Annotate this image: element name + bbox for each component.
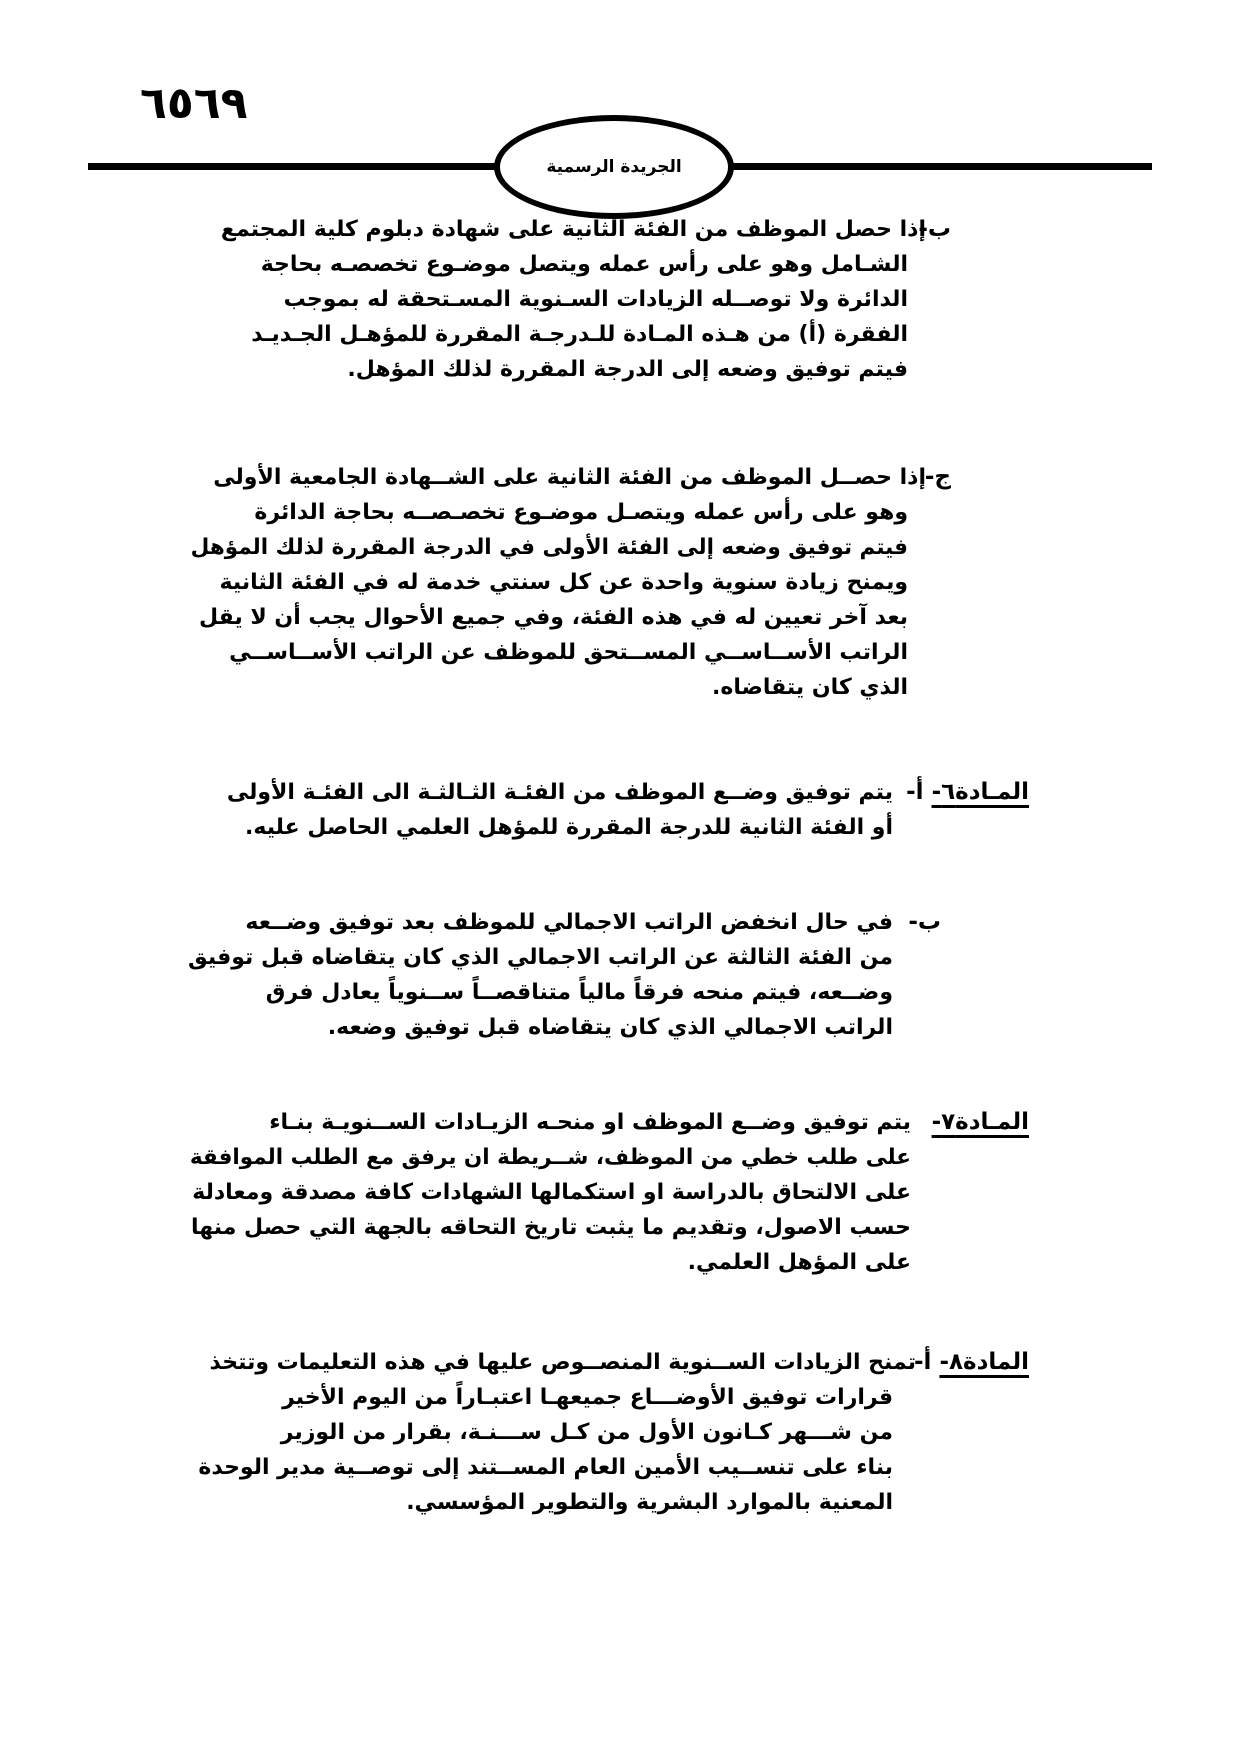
article-6-text-cont [181, 810, 893, 845]
clause-j-text-cont [181, 495, 908, 705]
text-line: بناء على تنســيب الأمين العام المســتند إلى توصــية مدير الوحدة [198, 1455, 893, 1480]
article-6-text [181, 775, 893, 810]
clause-letter: أ- [913, 1349, 932, 1375]
header-rule-right [726, 163, 1152, 170]
text-line: ويمنح زيادة سنوية واحدة عن كل سنتي خدمة له في الفئة الثانية [219, 570, 908, 595]
article-8-text [181, 1345, 916, 1380]
clause-letter: ج- [924, 464, 951, 490]
gazette-title: الجريدة الرسمية [546, 157, 682, 177]
article-6b-text [181, 905, 893, 1045]
text-line: تمنح الزيادات الســنوية المنصــوص عليها في هذه التعليمات وتتخذ [209, 1350, 916, 1375]
text-line: يتم توفيق وضــع الموظف او منحـه الزيـادات الســنويـة بنـاء [269, 1110, 911, 1135]
clause-b-text [181, 212, 926, 247]
article-6-heading [906, 775, 1029, 810]
text-line: فيتم توفيق وضعه إلى الدرجة المقررة لذلك المؤهل. [347, 357, 908, 382]
article-number: المـادة٧- [931, 1109, 1029, 1135]
article-number: المادة٨- [939, 1349, 1029, 1375]
text-line: وضــعه، فيتم منحه فرقاً مالياً متناقصــاً ســنوياً يعادل فرق [265, 980, 893, 1005]
text-line: الراتب الأســاســي المســتحق للموظف عن الراتب الأســاســي [229, 640, 908, 665]
header-rule-left [88, 163, 498, 170]
text-line: الدائرة ولا توصــله الزيادات السـنوية المسـتحقة له بموجب [283, 287, 908, 312]
text-line: يتم توفيق وضــع الموظف من الفئـة الثـالثـة الى الفئـة الأولى [226, 780, 893, 805]
article-7-heading [932, 1105, 1029, 1140]
page-number: ٦٥٦٩ [140, 78, 248, 129]
clause-letter: أ- [906, 779, 924, 805]
text-line: في حال انخفض الراتب الاجمالي للموظف بعد توفيق وضــعه [245, 910, 893, 935]
article-8-text-cont [181, 1380, 893, 1520]
text-line: بعد آخر تعيين له في هذه الفئة، وفي جميع الأحوال يجب أن لا يقل [199, 605, 908, 630]
text-line: حسب الاصول، وتقديم ما يثبت تاريخ التحاقه بالجهة التي حصل منها [191, 1215, 911, 1240]
text-line: وهو على رأس عمله ويتصـل موضـوع تخصـصــه بحاجة الدائرة [254, 500, 908, 525]
text-line: قرارات توفيق الأوضـــاع جميعهـا اعتبـاراً من اليوم الأخير [282, 1385, 893, 1410]
text-line: المعنية بالموارد البشرية والتطوير المؤسسي. [406, 1490, 893, 1515]
article-7-text [181, 1105, 911, 1280]
text-line: من شـــهر كـانون الأول من كـل ســـنـة، بقرار من الوزير [280, 1420, 893, 1445]
clause-b-text-cont [181, 247, 908, 387]
clause-letter: ب- [908, 909, 941, 935]
clause-j-text [181, 460, 926, 495]
article-8-heading [914, 1345, 1029, 1380]
text-line: على المؤهل العلمي. [687, 1250, 911, 1275]
text-line: على طلب خطي من الموظف، شــريطة ان يرفق مع الطلب الموافقة [189, 1145, 911, 1170]
text-line: من الفئة الثالثة عن الراتب الاجمالي الذي كان يتقاضاه قبل توفيق [188, 945, 893, 970]
clause-label-j [925, 460, 951, 495]
text-line: أو الفئة الثانية للدرجة المقررة للمؤهل العلمي الحاصل عليه. [245, 815, 893, 840]
article-number: المـادة٦- [931, 779, 1029, 805]
text-line: إذا حصــل الموظف من الفئة الثانية على الشــهادة الجامعية الأولى [213, 465, 926, 490]
text-line: الراتب الاجمالي الذي كان يتقاضاه قبل توفيق وضعه. [327, 1015, 893, 1040]
text-line: فيتم توفيق وضعه إلى الفئة الأولى في الدرجة المقررة لذلك المؤهل [190, 535, 908, 560]
clause-label-6b [908, 905, 941, 940]
text-line: الشـامل وهو على رأس عمله ويتصل موضـوع تخصصـه بحاجة [260, 252, 908, 277]
text-line: الذي كان يتقاضاه. [711, 675, 908, 700]
text-line: الفقرة (أ) من هـذه المـادة للـدرجـة المقررة للمؤهـل الجـديـد [251, 322, 908, 347]
text-line: إذا حصل الموظف من الفئة الثانية على شهادة دبلوم كلية المجتمع [220, 217, 926, 242]
gazette-emblem [494, 115, 734, 219]
text-line: على الالتحاق بالدراسة او استكمالها الشهادات كافة مصدقة ومعادلة [192, 1180, 911, 1205]
clause-letter: ب- [918, 216, 951, 242]
